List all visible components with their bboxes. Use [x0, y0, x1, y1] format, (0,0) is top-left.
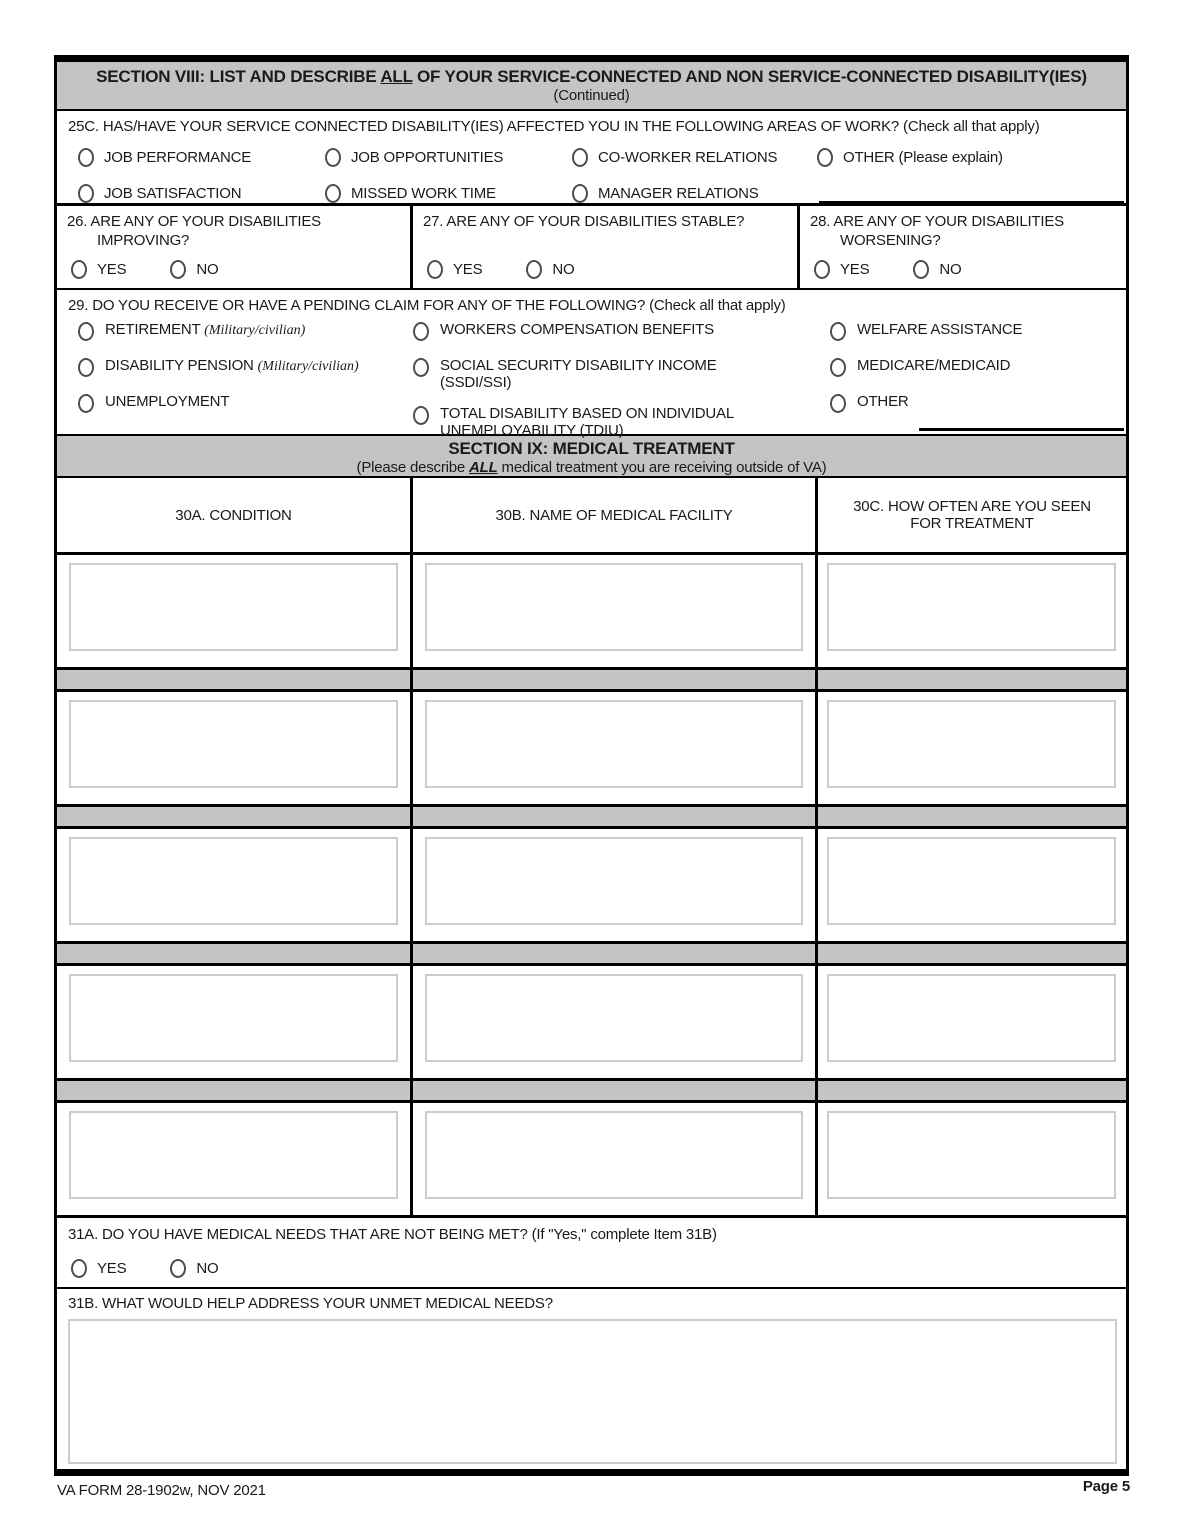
option-medicare-medicaid[interactable]: MEDICARE/MEDICAID	[830, 357, 1120, 380]
q26-yes-option[interactable]: YES	[71, 260, 126, 279]
option-unemployment[interactable]: UNEMPLOYMENT	[78, 393, 408, 416]
all-underlined: ALL	[380, 67, 413, 86]
facility-input-5[interactable]	[425, 1111, 803, 1199]
facility-input-3[interactable]	[425, 837, 803, 925]
question-31b-label: 31B. WHAT WOULD HELP ADDRESS YOUR UNMET MEDICAL NEEDS?	[68, 1295, 553, 1312]
section-viii-title: SECTION VIII: LIST AND DESCRIBE ALL OF YOUR SERVICE-CONNECTED AND NON SERVICE-CONNECTED DISABILITY(IES)	[96, 67, 1087, 86]
condition-input-5[interactable]	[69, 1111, 398, 1199]
q31a-no-option[interactable]: NO	[170, 1259, 218, 1278]
all-underlined: ALL	[469, 459, 498, 476]
treatment-row-5	[57, 1103, 1126, 1215]
treatment-row-2	[57, 692, 1126, 804]
column-header-condition: 30A. CONDITION	[57, 478, 413, 552]
option-job-performance[interactable]: JOB PERFORMANCE	[78, 148, 325, 167]
q28-no-radio[interactable]	[913, 260, 929, 279]
medical-treatment-table	[57, 478, 1126, 1215]
job-opportunities-radio[interactable]	[325, 148, 341, 167]
frequency-input-5[interactable]	[827, 1111, 1116, 1199]
option-manager-relations[interactable]: MANAGER RELATIONS	[572, 184, 817, 203]
other-writein-line[interactable]	[919, 428, 1124, 431]
other-explain-line[interactable]	[819, 201, 1124, 205]
retirement-radio[interactable]	[78, 322, 94, 341]
treatment-row-3	[57, 829, 1126, 941]
option-tdiu[interactable]: TOTAL DISABILITY BASED ON INDIVIDUAL UNEMPLOYABILITY (TDIU)	[413, 405, 823, 440]
question-25c-label: 25C. HAS/HAVE YOUR SERVICE CONNECTED DISABILITY(IES) AFFECTED YOU IN THE FOLLOWING AREAS OF WORK? (Check all that apply)	[68, 118, 1040, 135]
q27-yes-option[interactable]: YES	[427, 260, 482, 279]
option-disability-pension[interactable]: DISABILITY PENSION (Military/civilian)	[78, 357, 408, 380]
option-retirement[interactable]: RETIREMENT (Military/civilian)	[78, 321, 408, 344]
treatment-table-header	[57, 478, 1126, 555]
question-29-label: 29. DO YOU RECEIVE OR HAVE A PENDING CLAIM FOR ANY OF THE FOLLOWING? (Check all that apply)	[68, 297, 786, 314]
facility-input-2[interactable]	[425, 700, 803, 788]
option-ssdi-ssi[interactable]: SOCIAL SECURITY DISABILITY INCOME (SSDI/SSI)	[413, 357, 823, 392]
section-ix-subtitle: (Please describe ALL medical treatment you are receiving outside of VA)	[356, 459, 827, 476]
medicare-medicaid-radio[interactable]	[830, 358, 846, 377]
column-header-facility: 30B. NAME OF MEDICAL FACILITY	[413, 478, 818, 552]
q27-no-radio[interactable]	[526, 260, 542, 279]
tdiu-radio[interactable]	[413, 406, 429, 425]
option-co-worker-relations[interactable]: CO-WORKER RELATIONS	[572, 148, 817, 167]
questions-26-27-28	[57, 206, 1126, 290]
section-ix-header	[57, 434, 1126, 478]
disability-pension-radio[interactable]	[78, 358, 94, 377]
q28-yes-radio[interactable]	[814, 260, 830, 279]
co-worker-relations-radio[interactable]	[572, 148, 588, 167]
facility-input-4[interactable]	[425, 974, 803, 1062]
question-25c	[57, 111, 1126, 206]
welfare-assistance-radio[interactable]	[830, 322, 846, 341]
section-ix-title: SECTION IX: MEDICAL TREATMENT	[448, 439, 735, 458]
frequency-input-4[interactable]	[827, 974, 1116, 1062]
question-27	[413, 206, 800, 288]
condition-input-2[interactable]	[69, 700, 398, 788]
frequency-input-2[interactable]	[827, 700, 1116, 788]
condition-input-3[interactable]	[69, 837, 398, 925]
missed-work-time-radio[interactable]	[325, 184, 341, 203]
retirement-note: (Military/civilian)	[204, 323, 306, 338]
treatment-row-1	[57, 555, 1126, 667]
question-29	[57, 290, 1126, 439]
option-other[interactable]: OTHER	[830, 393, 1120, 416]
condition-input-4[interactable]	[69, 974, 398, 1062]
manager-relations-radio[interactable]	[572, 184, 588, 203]
row-divider	[57, 1078, 1126, 1103]
treatment-row-4	[57, 966, 1126, 1078]
option-welfare-assistance[interactable]: WELFARE ASSISTANCE	[830, 321, 1120, 344]
other-explain-radio[interactable]	[817, 148, 833, 167]
ssdi-ssi-radio[interactable]	[413, 358, 429, 377]
section-viii-header	[57, 62, 1126, 111]
section-viii-continued: (Continued)	[553, 87, 630, 104]
option-other-explain[interactable]: OTHER (Please explain)	[817, 148, 1120, 167]
page-number: Page 5	[1082, 1478, 1130, 1495]
unemployment-radio[interactable]	[78, 394, 94, 413]
column-header-frequency: 30C. HOW OFTEN ARE YOU SEEN FOR TREATMENT	[853, 498, 1091, 532]
disability-pension-note: (Military/civilian)	[257, 359, 359, 374]
condition-input-1[interactable]	[69, 563, 398, 651]
q31a-yes-option[interactable]: YES	[71, 1259, 126, 1278]
question-28	[800, 206, 1126, 288]
workers-compensation-radio[interactable]	[413, 322, 429, 341]
other-radio[interactable]	[830, 394, 846, 413]
unmet-needs-input[interactable]	[68, 1319, 1117, 1464]
option-job-satisfaction[interactable]: JOB SATISFACTION	[78, 184, 325, 203]
question-28-label: 28. ARE ANY OF YOUR DISABILITIES WORSENING?	[810, 213, 1064, 249]
job-performance-radio[interactable]	[78, 148, 94, 167]
q26-yes-radio[interactable]	[71, 260, 87, 279]
frequency-input-3[interactable]	[827, 837, 1116, 925]
question-31a-label: 31A. DO YOU HAVE MEDICAL NEEDS THAT ARE NOT BEING MET? (If "Yes," complete Item 31B)	[68, 1226, 717, 1243]
frequency-input-1[interactable]	[827, 563, 1116, 651]
row-divider	[57, 941, 1126, 966]
option-workers-compensation[interactable]: WORKERS COMPENSATION BENEFITS	[413, 321, 823, 344]
row-divider	[57, 804, 1126, 829]
option-job-opportunities[interactable]: JOB OPPORTUNITIES	[325, 148, 572, 167]
question-27-label: 27. ARE ANY OF YOUR DISABILITIES STABLE?	[423, 213, 745, 230]
option-missed-work-time[interactable]: MISSED WORK TIME	[325, 184, 572, 203]
q26-no-radio[interactable]	[170, 260, 186, 279]
question-31a	[57, 1215, 1126, 1289]
row-divider	[57, 667, 1126, 692]
form-number: VA FORM 28-1902w, NOV 2021	[57, 1482, 266, 1499]
job-satisfaction-radio[interactable]	[78, 184, 94, 203]
form-body	[54, 55, 1129, 1476]
q31a-no-radio[interactable]	[170, 1259, 186, 1278]
q27-no-option[interactable]: NO	[526, 260, 574, 279]
question-26	[57, 206, 413, 288]
q28-no-option[interactable]: NO	[913, 260, 961, 279]
q31a-yes-radio[interactable]	[71, 1259, 87, 1278]
question-26-label: 26. ARE ANY OF YOUR DISABILITIES IMPROVING?	[67, 213, 321, 249]
question-31b	[57, 1289, 1126, 1469]
facility-input-1[interactable]	[425, 563, 803, 651]
q26-no-option[interactable]: NO	[170, 260, 218, 279]
q28-yes-option[interactable]: YES	[814, 260, 869, 279]
q27-yes-radio[interactable]	[427, 260, 443, 279]
